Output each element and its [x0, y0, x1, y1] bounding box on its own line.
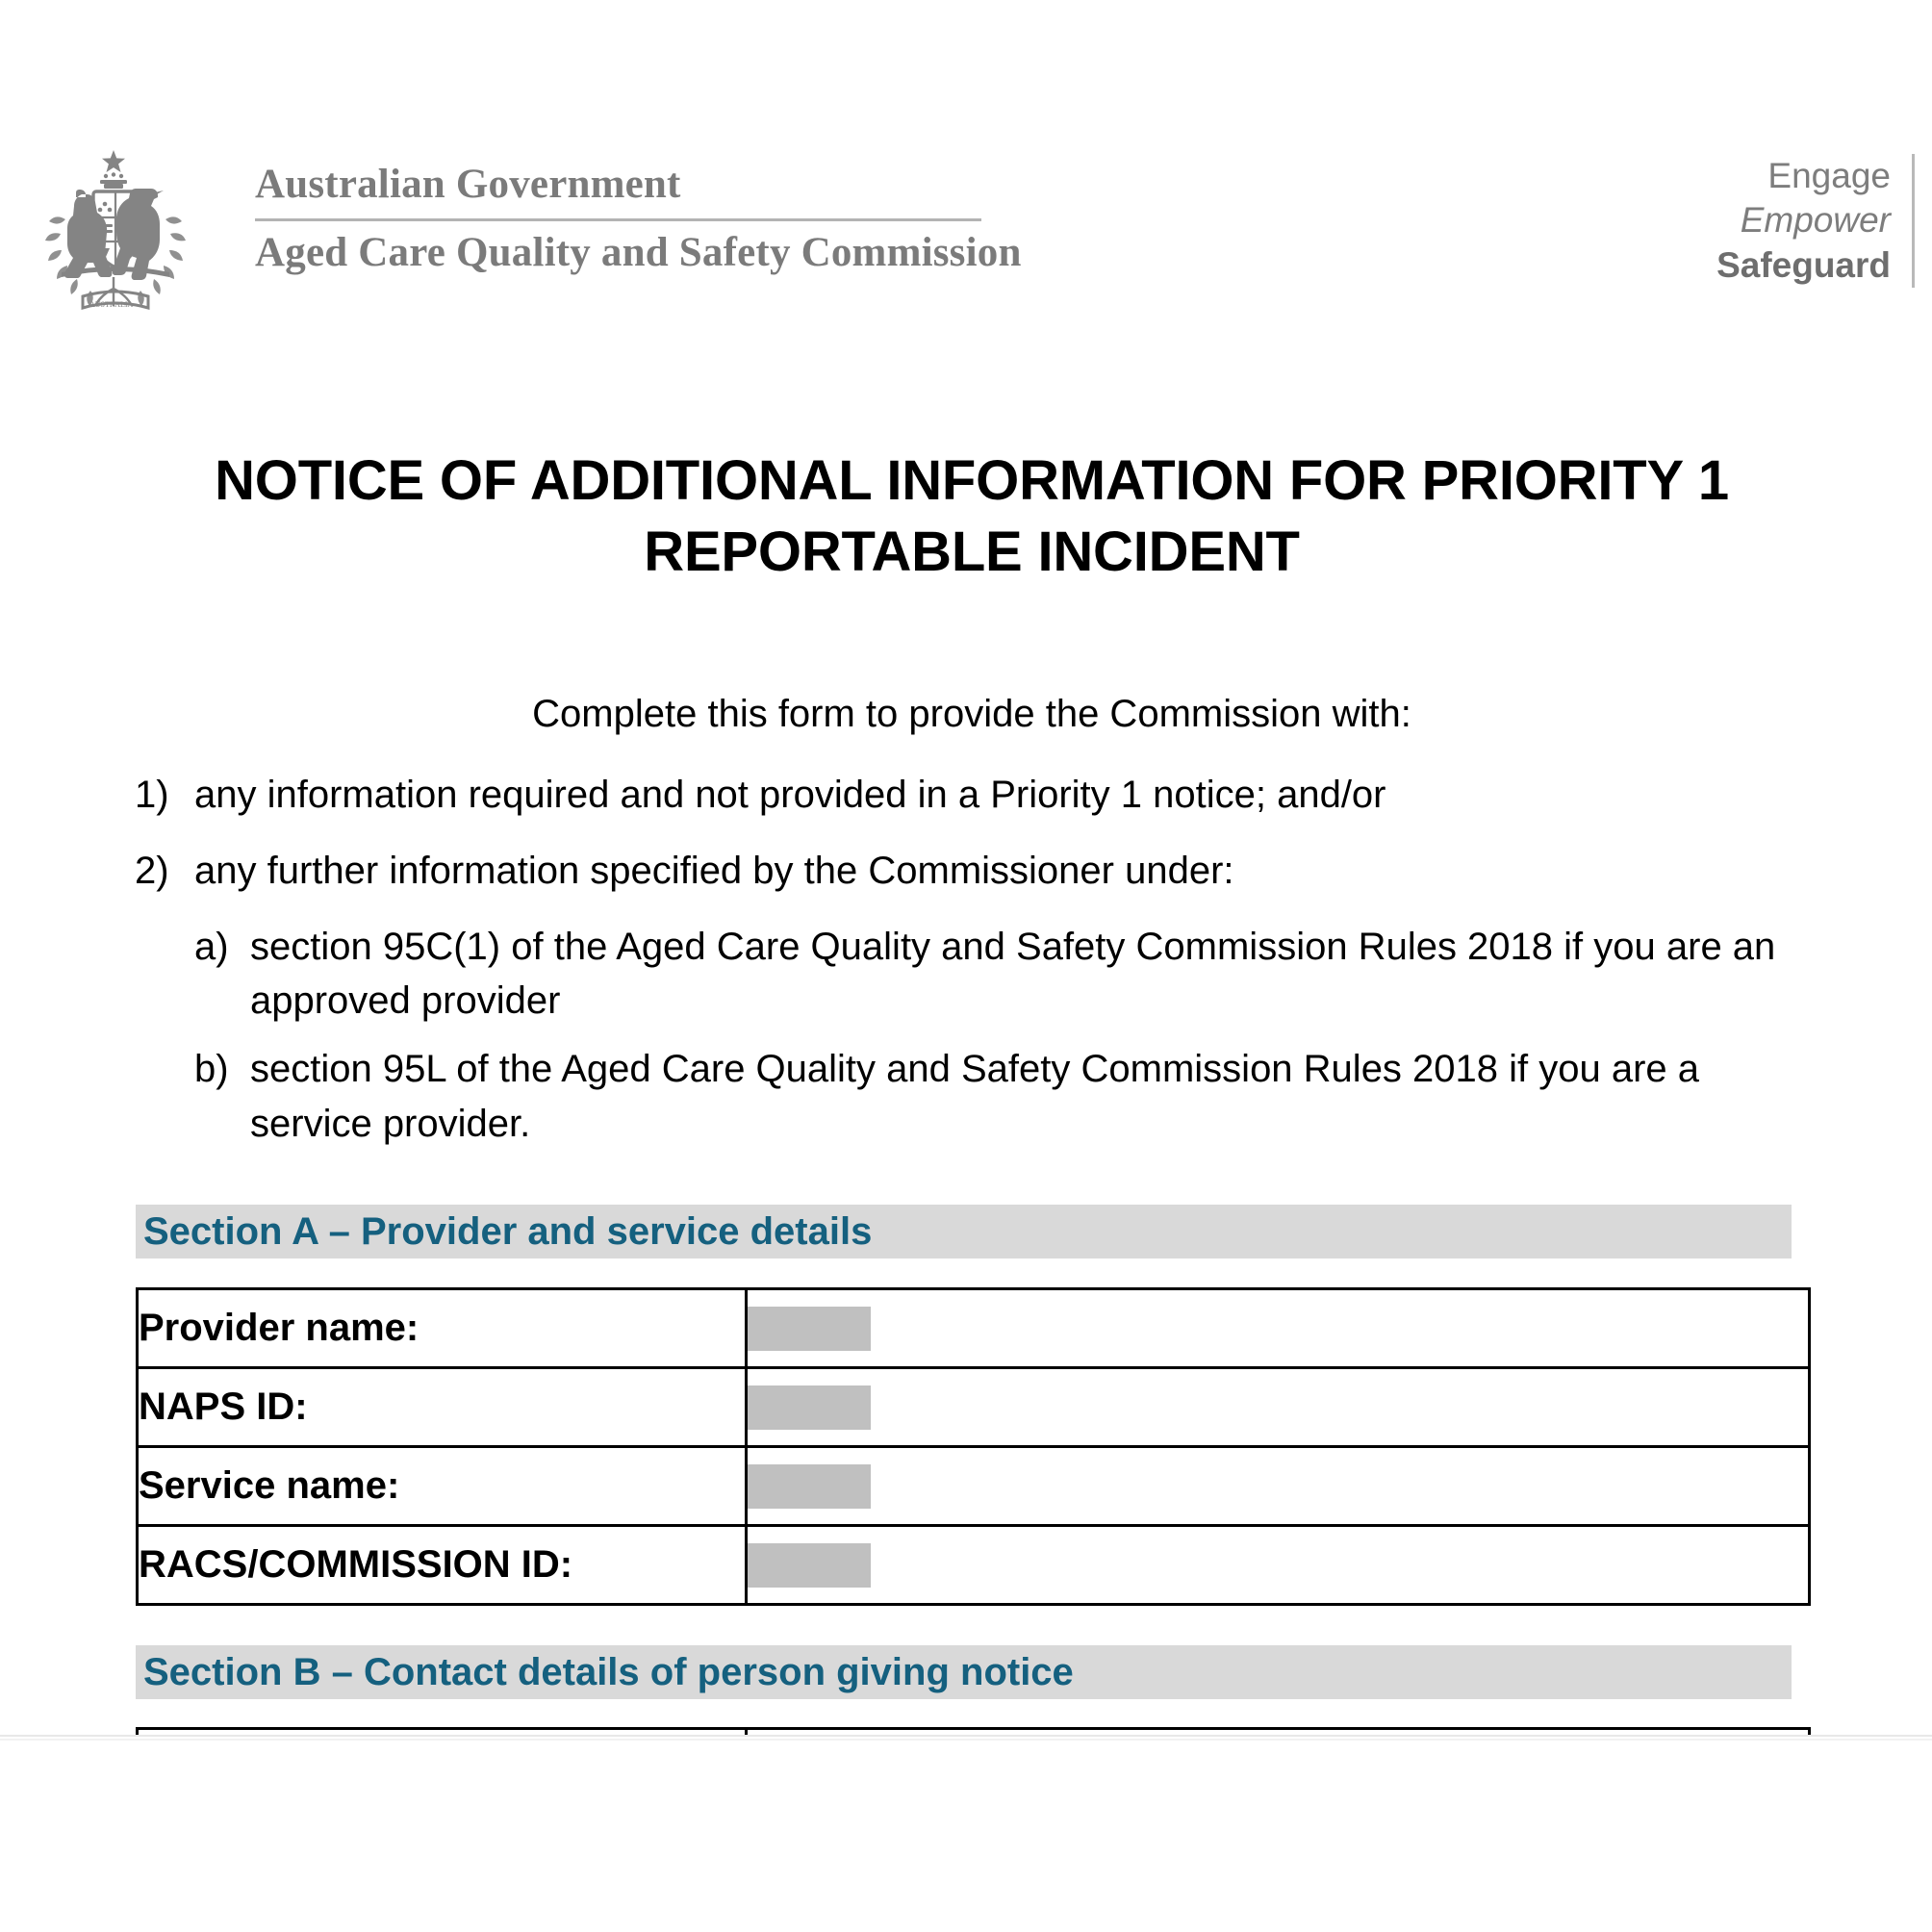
page-title: NOTICE OF ADDITIONAL INFORMATION FOR PRIORITY 1 REPORTABLE INCIDENT	[215, 448, 1729, 584]
list-item	[135, 768, 1847, 823]
form-field-placeholder[interactable]	[748, 1464, 871, 1509]
page-break-divider	[0, 1735, 1932, 1741]
table-row	[138, 1526, 1810, 1605]
sublist-item	[194, 920, 1847, 1030]
naps-id-label: NAPS ID:	[138, 1368, 747, 1447]
tagline-safeguard: Safeguard	[1716, 244, 1891, 285]
list-item	[135, 844, 1847, 899]
wordmark-divider	[255, 218, 981, 221]
svg-text:AUSTRALIA: AUSTRALIA	[89, 300, 134, 309]
section-a-heading	[136, 1205, 1792, 1258]
intro-text: Complete this form to provide the Commission with:	[532, 693, 1411, 735]
form-field-placeholder[interactable]	[748, 1385, 871, 1430]
racs-commission-id-field[interactable]	[747, 1526, 1810, 1605]
sublist-item-marker: b)	[194, 1048, 229, 1091]
provider-name-field[interactable]	[747, 1289, 1810, 1368]
list-item-marker: 2)	[135, 849, 169, 892]
table-row	[138, 1289, 1810, 1368]
agency-name-text: Aged Care Quality and Safety Commission	[255, 230, 1022, 276]
section-b-heading-text: Section B – Contact details of person giving notice	[143, 1651, 1074, 1693]
sublist-item-marker: a)	[194, 925, 229, 968]
section-a-heading-text: Section A – Provider and service details	[143, 1210, 873, 1253]
provider-name-label: Provider name:	[138, 1289, 747, 1368]
table-row	[138, 1447, 1810, 1526]
sublist-item-label: section 95C(1) of the Aged Care Quality and Safety Commission Rules 2018 if you are an approved provider	[250, 925, 1776, 1023]
racs-commission-id-label: RACS/COMMISSION ID:	[138, 1526, 747, 1605]
australian-government-text: Australian Government	[255, 162, 681, 207]
list-item-marker: 1)	[135, 774, 169, 816]
list-item-label: any information required and not provided in a Priority 1 notice; and/or	[194, 774, 1386, 816]
instruction-sublist	[194, 920, 1847, 1152]
australian-coat-of-arms-icon	[29, 144, 202, 322]
sublist-item	[194, 1042, 1847, 1152]
service-name-label: Service name:	[138, 1447, 747, 1526]
government-wordmark	[255, 162, 1022, 276]
form-field-placeholder[interactable]	[748, 1543, 871, 1588]
sublist-item-label: section 95L of the Aged Care Quality and Safety Commission Rules 2018 if you are a service provider.	[250, 1048, 1700, 1145]
table-row	[138, 1368, 1810, 1447]
tagline-block	[1511, 154, 1915, 288]
masthead	[0, 144, 1932, 337]
section-b-heading	[136, 1645, 1792, 1699]
tagline-engage: Engage	[1767, 156, 1891, 195]
service-name-field[interactable]	[747, 1447, 1810, 1526]
section-a-table	[136, 1287, 1811, 1606]
instruction-list	[135, 768, 1847, 1165]
tagline-empower: Empower	[1740, 200, 1891, 241]
naps-id-field[interactable]	[747, 1368, 1810, 1447]
list-item-label: any further information specified by the Commissioner under:	[194, 849, 1234, 892]
form-field-placeholder[interactable]	[748, 1307, 871, 1351]
